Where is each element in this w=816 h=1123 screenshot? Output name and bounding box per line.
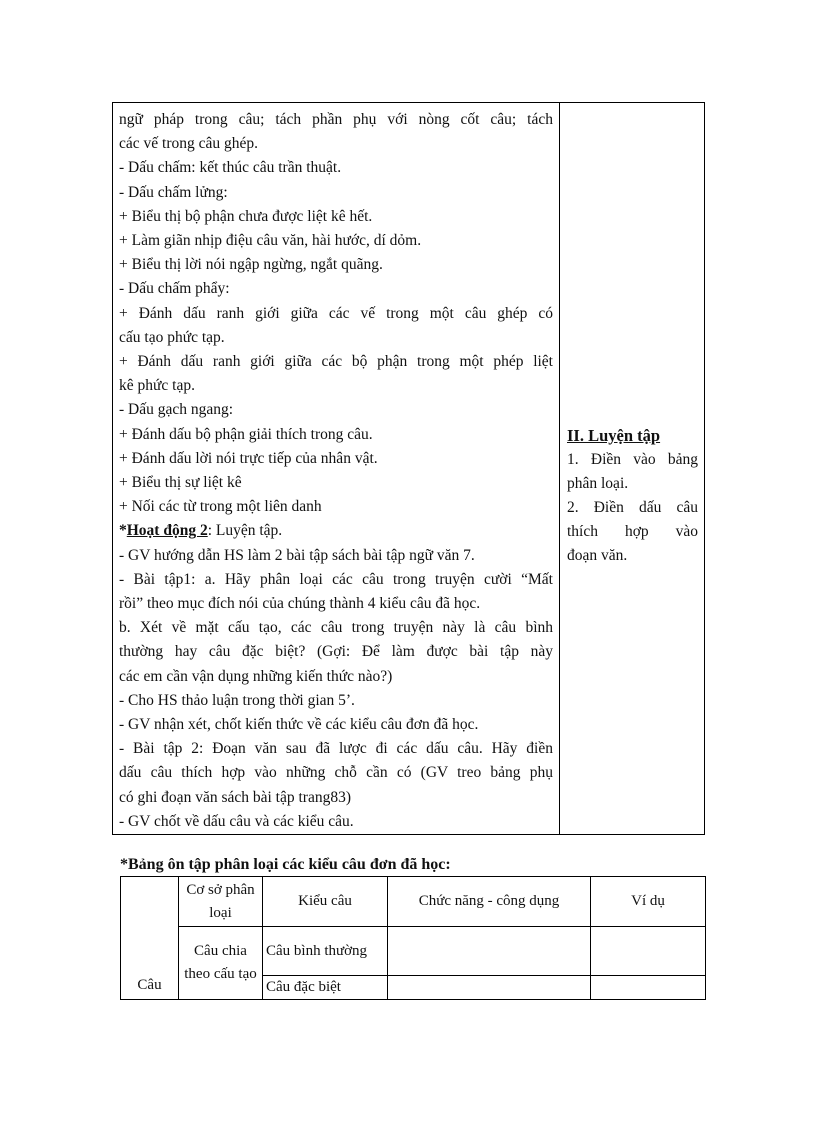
- content-cell: [113, 103, 560, 835]
- basis-structure-cell: Câu chia theo cấu tạo: [179, 927, 263, 1000]
- practice-line: 1. Điền vào bảng: [567, 451, 698, 468]
- activity-suffix: : Luyện tập.: [207, 522, 283, 540]
- content-line: cấu tạo phức tạp.: [119, 328, 225, 346]
- content-line: + Đánh dấu ranh giới giữa các bộ phận trong một phép liệt: [119, 353, 553, 371]
- activity-line: - GV nhận xét, chốt kiến thức về các kiểu câu đơn đã học.: [119, 716, 479, 734]
- content-line: + Đánh dấu ranh giới giữa các vế trong một câu ghép có: [119, 304, 553, 322]
- activity-line: - Bài tập 2: Đoạn văn sau đã lược đi các dấu câu. Hãy điền: [119, 740, 553, 758]
- activity-heading: [119, 519, 553, 543]
- content-text: [113, 103, 559, 834]
- activity-line: rồi” theo mục đích nói của chúng thành 4 kiểu câu đã học.: [119, 595, 481, 613]
- content-line: ngữ pháp trong câu; tách phần phụ với nòng cốt câu; tách: [119, 111, 553, 128]
- content-line: + Làm giãn nhịp điệu câu văn, hài hước, dí dỏm.: [119, 232, 422, 250]
- content-line: + Đánh dấu lời nói trực tiếp của nhân vật.: [119, 449, 378, 467]
- activity-title: Hoạt động 2: [126, 522, 208, 540]
- content-line: - Dấu gạch ngang:: [119, 401, 234, 419]
- row-label-cell: Câu: [121, 877, 179, 1000]
- practice-text: [560, 103, 704, 568]
- example-cell: [591, 927, 706, 975]
- type-normal-cell: Câu bình thường: [263, 927, 388, 975]
- practice-line: 2. Điền dấu câu: [567, 499, 698, 516]
- activity-line: - GV hướng dẫn HS làm 2 bài tập sách bài tập ngữ văn 7.: [119, 546, 475, 564]
- summary-title: *Bảng ôn tập phân loại các kiểu câu đơn đã học:: [120, 856, 451, 873]
- activity-line: có ghi đoạn văn sách bài tập trang83): [119, 788, 351, 806]
- content-line: kê phức tạp.: [119, 377, 195, 395]
- activity-line: các em cần vận dụng những kiến thức nào?): [119, 667, 393, 685]
- header-type: Kiểu câu: [263, 877, 388, 927]
- content-line: + Biểu thị bộ phận chưa được liệt kê hết.: [119, 207, 373, 225]
- content-line: các vế trong câu ghép.: [119, 135, 259, 153]
- practice-cell: [560, 103, 705, 835]
- function-cell: [388, 975, 591, 999]
- practice-line: phân loại.: [567, 475, 629, 492]
- practice-title: II. Luyện tập: [567, 426, 661, 445]
- activity-line: b. Xét về mặt cấu tạo, các câu trong truyện này là câu bình: [119, 619, 553, 637]
- activity-line: - GV chốt về dấu câu và các kiểu câu.: [119, 812, 354, 830]
- practice-line: đoạn văn.: [567, 547, 628, 564]
- activity-line: - Cho HS thảo luận trong thời gian 5’.: [119, 691, 355, 709]
- content-line: + Biểu thị sự liệt kê: [119, 474, 242, 492]
- content-line: - Dấu chấm lửng:: [119, 183, 228, 201]
- type-special-cell: Câu đặc biệt: [263, 975, 388, 999]
- activity-line: dấu câu thích hợp vào những chỗ cần có (GV treo bảng phụ: [119, 764, 553, 782]
- content-line: + Nối các từ trong một liên danh: [119, 498, 322, 516]
- content-line: + Biểu thị lời nói ngập ngừng, ngắt quãng.: [119, 256, 383, 274]
- function-cell: [388, 927, 591, 975]
- lesson-table: [112, 102, 705, 835]
- summary-table: [120, 876, 706, 1000]
- content-line: - Dấu chấm phẩy:: [119, 280, 230, 298]
- content-line: + Đánh dấu bộ phận giải thích trong câu.: [119, 425, 373, 443]
- header-example: Ví dụ: [591, 877, 706, 927]
- header-function: Chức năng - công dụng: [388, 877, 591, 927]
- activity-line: thường hay câu đặc biệt? (Gợi: Để làm được bài tập này: [119, 643, 553, 661]
- activity-line: - Bài tập1: a. Hãy phân loại các câu trong truyện cười “Mất: [119, 570, 553, 588]
- content-line: - Dấu chấm: kết thúc câu trần thuật.: [119, 159, 342, 177]
- header-basis: Cơ sở phân loại: [179, 877, 263, 927]
- example-cell: [591, 975, 706, 999]
- activity-prefix: *: [119, 522, 127, 540]
- practice-line: thích hợp vào: [567, 523, 698, 540]
